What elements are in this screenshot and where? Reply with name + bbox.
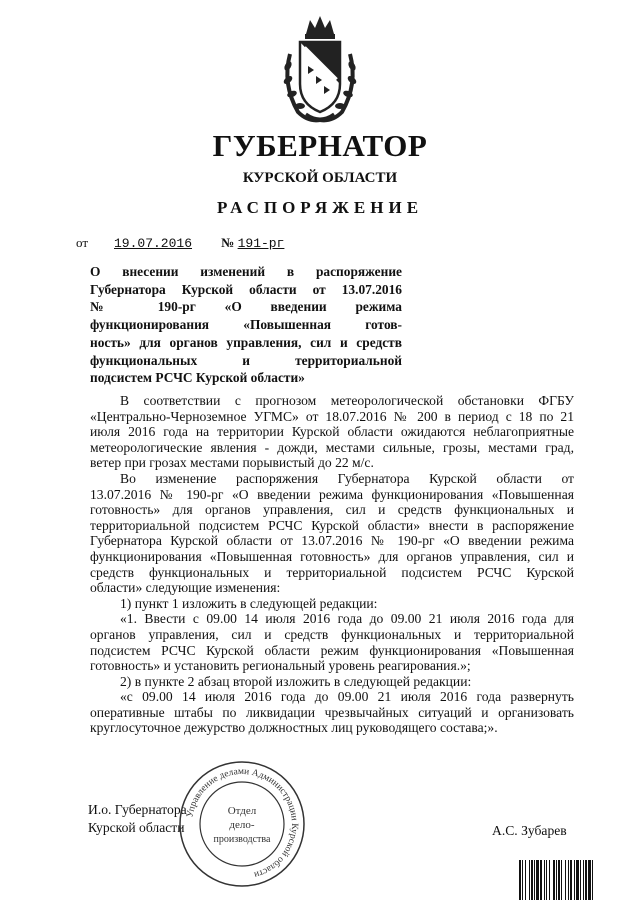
body-line: 1) пункт 1 изложить в следующей редакции: [120,595,378,611]
document-heading [90,263,402,387]
stamp-text: Отдел [227,805,257,817]
body-line: Во изменение распоряжения Губернатора Курской области от [120,470,574,486]
signatory-name: А.С. Зубарев [492,823,567,838]
heading-line: ность» для органов управления, сил и средств [90,334,402,350]
document-authority-title: ГУБЕРНАТОР [212,128,428,163]
heading-line: функциональных и территориальной [90,352,402,368]
document-date: 19.07.2016 [114,236,193,251]
body-line: средств функциональных и территориальной подсистем РСЧС Курской [90,564,574,580]
body-line: «с 09.00 14 июля 2016 года до 09.00 21 июля 2016 года развернуть [120,689,574,705]
heading-line: функционирования «Повышенная готов- [90,317,402,333]
body-line: В соответствии с прогнозом метеорологической обстановки ФГБУ [120,393,574,408]
body-line: 2) в пункте 2 абзац второй изложить в следующей редакции: [120,673,472,689]
office-stamp [176,758,308,890]
document-region: КУРСКОЙ ОБЛАСТИ [242,170,398,186]
body-line: 13.07.2016 № 190-рг «О введении режима функционирования «Повышенная [90,486,574,502]
body-line: июля 2016 года на территории Курской области ожидаются неблагоприятные [90,424,574,440]
body-line: территориальной подсистем РСЧС Курской области» внести в распоряжение [90,517,574,533]
document-type: РАСПОРЯЖЕНИЕ [216,198,424,217]
barcode [518,860,630,900]
coat-of-arms-emblem [278,14,362,126]
heading-line: подсистем РСЧС Курской области» [90,370,305,386]
body-line: «Центрально-Черноземное УГМС» от 18.07.2016 № 200 в период с 18 по 21 [90,408,574,424]
body-line: готовность» и установить региональный уровень реагирования.»; [90,658,471,674]
heading-line: Губернатора Курской области от 13.07.2016 [90,281,402,297]
document-number: 191-рг [237,236,285,251]
heading-line: О внесении изменений в распоряжение [90,264,402,279]
stamp-text: дело- [229,819,255,831]
body-line: Губернатора Курской области от 13.07.2016 № 190-рг «О введении режима [90,533,574,549]
heading-line: № 190-рг «О введении режима [90,299,402,315]
body-line: ветер при грозах местами порывистый до 22 м/с. [90,455,374,471]
body-line: «1. Ввести с 09.00 14 июля 2016 года до 09.00 21 июля 2016 года для [120,611,574,627]
body-line: области» следующие изменения: [90,580,281,596]
stamp-text: производства [213,834,271,845]
body-line: круглосуточное дежурство должностных лиц руководящего состава;». [90,720,498,736]
signatory-position [88,801,187,837]
body-line: оперативные штабы по ликвидации чрезвычайных ситуаций и организовать [90,704,574,720]
number-label: № [221,235,235,250]
body-line: органов управления, сил и средств функциональных и территориальной [90,626,574,642]
stamp-ring-text: Управление делами Администрации Курской области [185,766,300,880]
signatory-position-line: Курской области [88,820,185,835]
body-line: готовность» для органов управления, сил и средств функциональных и [90,502,574,518]
signatory-position-line: И.о. Губернатора [88,802,187,817]
body-line: подсистем РСЧС Курской области режим функционирования «Повышенная [90,642,574,658]
body-line: метеорологические явления - дожди, местами сильные, грозы, местами град, [90,439,574,455]
body-line: функционирования «Повышенная готовность» для органов управления, сил и [90,548,574,564]
document-body [90,393,574,736]
date-label: от [76,235,89,250]
date-number-line [76,235,308,251]
